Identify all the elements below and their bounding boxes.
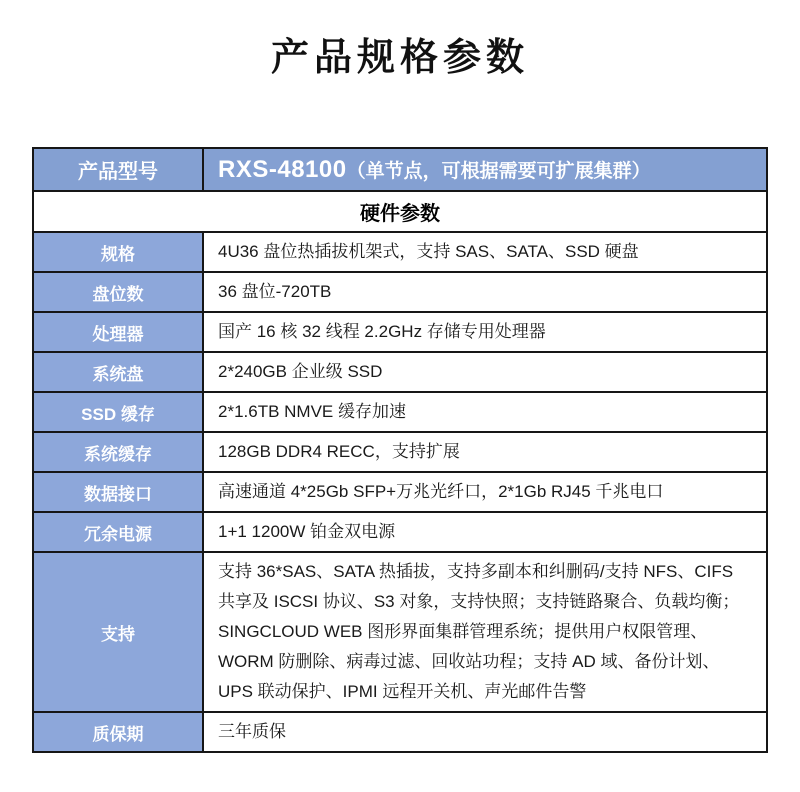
spec-row-label: 规格 [33,232,203,272]
spec-row-label: 数据接口 [33,472,203,512]
spec-row-value: 2*1.6TB NMVE 缓存加速 [203,392,767,432]
spec-row-label: 盘位数 [33,272,203,312]
model-number: RXS-48100 [218,155,347,183]
spec-row [33,392,767,432]
spec-row-value: 国产 16 核 32 线程 2.2GHz 存储专用处理器 [203,312,767,352]
model-header-row [33,148,767,191]
spec-table [32,147,768,753]
spec-row-label: 质保期 [33,712,203,752]
spec-row [33,552,767,712]
model-header-label: 产品型号 [33,148,203,191]
spec-row [33,712,767,752]
spec-row-value: 36 盘位-720TB [203,272,767,312]
spec-row [33,232,767,272]
spec-row-value: 4U36 盘位热插拔机架式，支持 SAS、SATA、SSD 硬盘 [203,232,767,272]
section-title: 硬件参数 [33,191,767,232]
spec-row-label: 系统缓存 [33,432,203,472]
spec-row [33,432,767,472]
spec-row [33,512,767,552]
spec-row-label: 冗余电源 [33,512,203,552]
page-title: 产品规格参数 [270,37,529,79]
spec-row-value: 三年质保 [203,712,767,752]
spec-row [33,472,767,512]
model-note: （单节点，可根据需要可扩展集群） [346,160,651,182]
model-header-value [203,148,767,191]
spec-row-value: 128GB DDR4 RECC，支持扩展 [203,432,767,472]
spec-row [33,272,767,312]
spec-row-label: 处理器 [33,312,203,352]
spec-row [33,352,767,392]
section-header-row [33,191,767,232]
spec-row-label: SSD 缓存 [33,392,203,432]
spec-row-label: 系统盘 [33,352,203,392]
spec-row-value: 1+1 1200W 铂金双电源 [203,512,767,552]
spec-row-value: 2*240GB 企业级 SSD [203,352,767,392]
spec-row-value: 高速通道 4*25Gb SFP+万兆光纤口，2*1Gb RJ45 千兆电口 [203,472,767,512]
spec-row [33,312,767,352]
spec-row-label: 支持 [33,552,203,712]
spec-row-value: 支持 36*SAS、SATA 热插拔，支持多副本和纠删码/支持 NFS、CIFS 共享及 ISCSI 协议、S3 对象，支持快照；支持链路聚合、负载均衡；SINGCLOUD WEB 图形界面集群管理系统；提供用户权限管理、WORM 防删除、病毒过滤、回收站功程；支持 AD 域、备份计划、UPS 联动保护、IPMI 远程开关机、声光邮件告警 [203,552,767,712]
